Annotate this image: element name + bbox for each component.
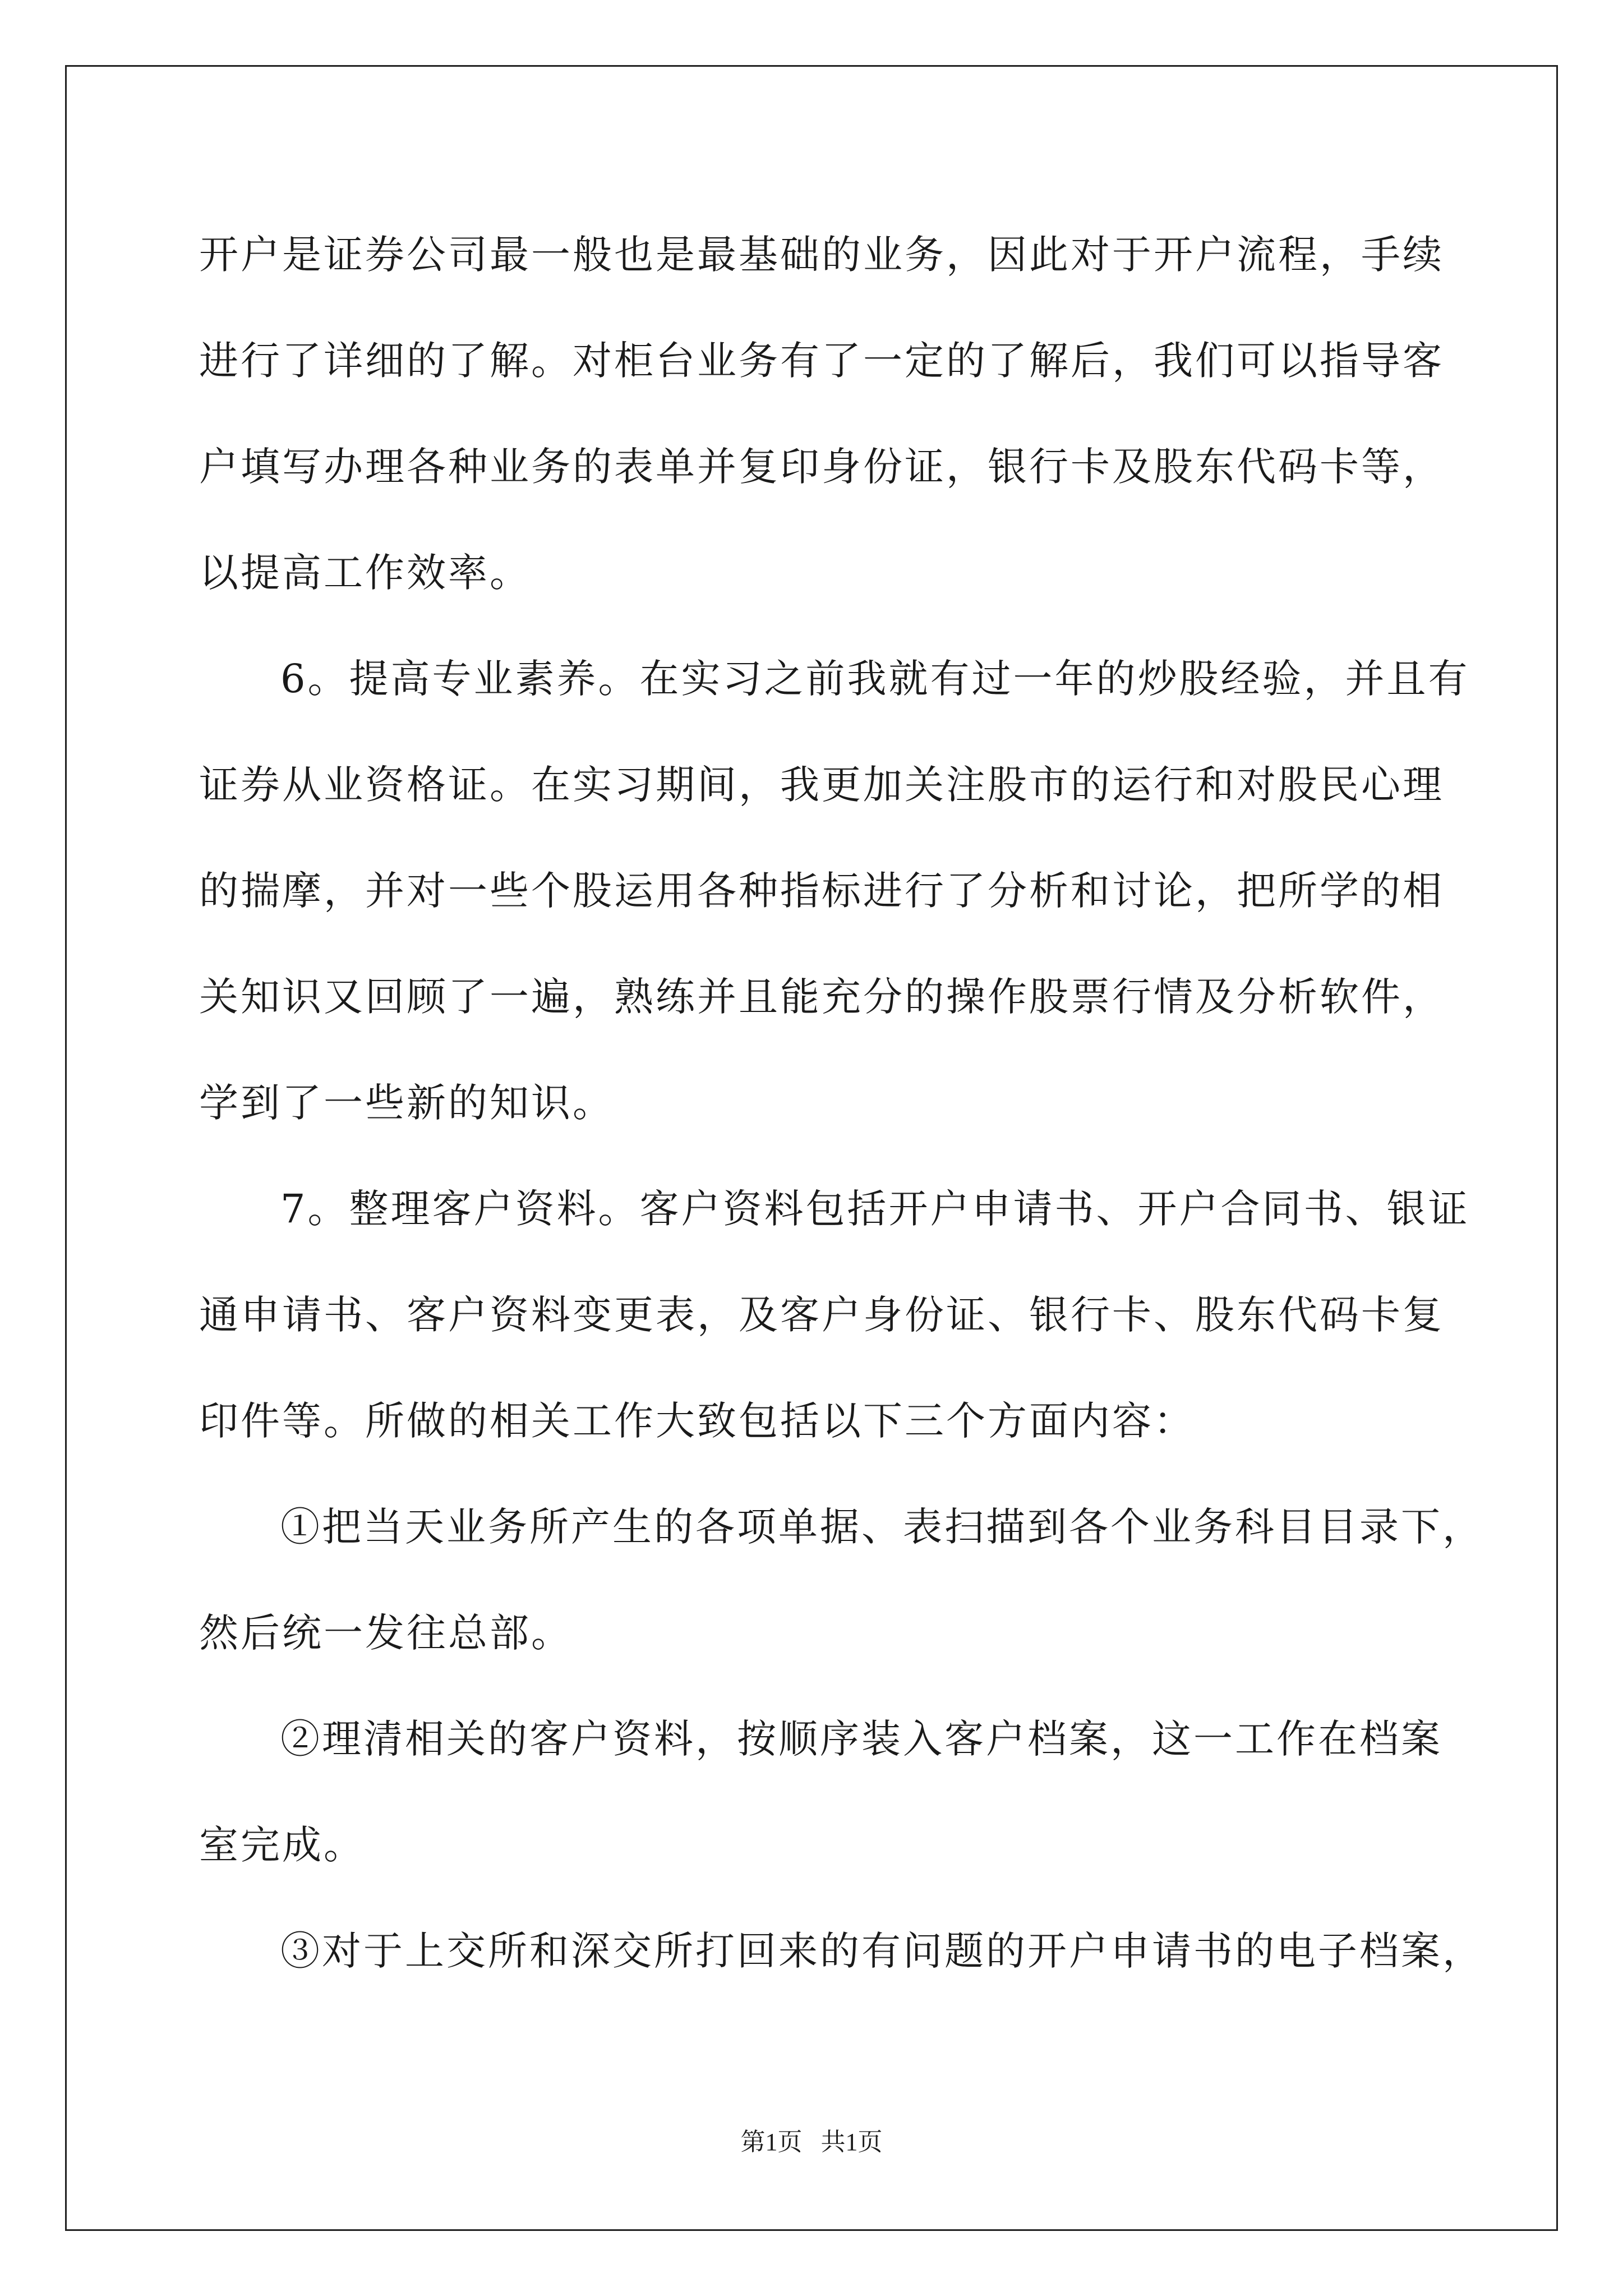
document-body: [199, 202, 1484, 2004]
paragraph-line: 印件等。所做的相关工作大致包括以下三个方面内容：: [199, 1398, 1195, 1444]
paragraph-line: 室完成。: [199, 1822, 365, 1868]
paragraph-line: 证券从业资格证。在实习期间，我更加关注股市的运行和对股民心理: [199, 762, 1444, 808]
paragraph-line: 以提高工作效率。: [199, 550, 531, 596]
paragraph-line: 6。提高专业素养。在实习之前我就有过一年的炒股经验，并且有: [280, 656, 1470, 702]
paragraph-line: 关知识又回顾了一遍，熟练并且能充分的操作股票行情及分析软件，: [199, 974, 1444, 1020]
paragraph-line: 然后统一发往总部。: [199, 1610, 573, 1656]
paragraph-line: ③对于上交所和深交所打回来的有问题的开户申请书的电子档案，: [280, 1928, 1484, 1974]
paragraph-line: ①把当天业务所产生的各项单据、表扫描到各个业务科目目录下，: [280, 1504, 1484, 1550]
page-footer: 第1页 共1页: [740, 2128, 883, 2156]
paragraph-line: 学到了一些新的知识。: [199, 1080, 614, 1126]
paragraph-line: 户填写办理各种业务的表单并复印身份证，银行卡及股东代码卡等，: [199, 444, 1444, 490]
paragraph-line: 进行了详细的了解。对柜台业务有了一定的了解后，我们可以指导客: [199, 338, 1444, 384]
paragraph-line: 开户是证券公司最一般也是最基础的业务，因此对于开户流程，手续: [199, 232, 1444, 278]
paragraph-line: ②理清相关的客户资料，按顺序装入客户档案，这一工作在档案: [280, 1716, 1442, 1762]
paragraph-line: 的揣摩，并对一些个股运用各种指标进行了分析和讨论，把所学的相: [199, 868, 1444, 914]
paragraph-line: 通申请书、客户资料变更表，及客户身份证、银行卡、股东代码卡复: [199, 1292, 1444, 1338]
paragraph-line: 7。整理客户资料。客户资料包括开户申请书、开户合同书、银证: [280, 1186, 1470, 1232]
